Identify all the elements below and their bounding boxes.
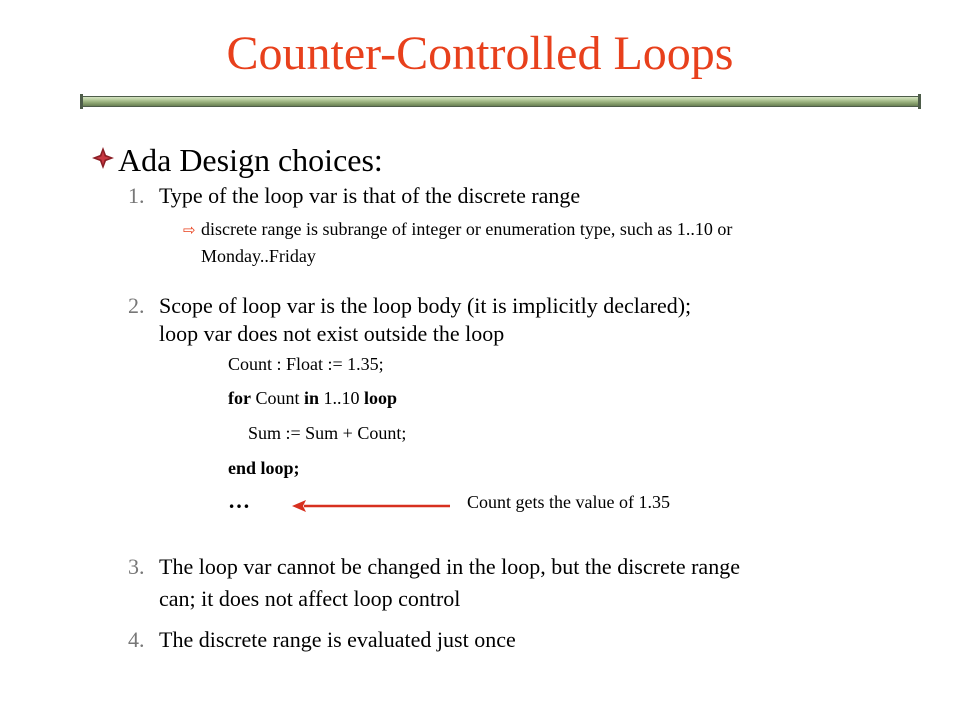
list-item-2-line2: loop var does not exist outside the loop	[159, 321, 505, 346]
list-item-1-text: Type of the loop var is that of the discrete range	[159, 183, 581, 208]
main-bullet-text: Ada Design choices:	[118, 142, 383, 178]
list-item-4-text: The discrete range is evaluated just once	[159, 627, 516, 652]
code-line-4	[228, 456, 300, 480]
list-item-3-number: 3.	[128, 554, 145, 579]
code-line-2	[228, 386, 397, 410]
sub-bullet-discrete-range	[183, 216, 732, 244]
list-item-2-line1: Scope of loop var is the loop body (it is implicitly declared);	[159, 293, 692, 318]
list-item-1-number: 1.	[128, 183, 145, 208]
title-divider-bar	[82, 96, 920, 107]
list-item-4-number: 4.	[128, 627, 145, 652]
sub-bullet-line1: discrete range is subrange of integer or enumeration type, such as 1..10 or	[201, 219, 733, 239]
list-item-2-number: 2.	[128, 293, 145, 318]
list-item-1	[128, 180, 580, 211]
main-bullet	[92, 140, 383, 180]
annotation-arrow-icon	[290, 496, 452, 516]
code-range: 1..10	[319, 388, 365, 408]
list-item-4	[128, 624, 516, 655]
code-keyword-loop: loop	[364, 388, 398, 408]
code-loop-var: Count	[250, 388, 304, 408]
code-keyword-in: in	[304, 388, 320, 408]
list-item-3-line1: The loop var cannot be changed in the loop, but the discrete range	[159, 554, 740, 579]
code-keyword-for: for	[228, 388, 251, 408]
list-item-3-line2: can; it does not affect loop control	[159, 586, 461, 611]
code-ellipsis: …	[228, 488, 250, 513]
slide-title: Counter-Controlled Loops	[226, 27, 734, 80]
list-item-2	[128, 290, 691, 321]
code-end-loop: end loop;	[228, 458, 300, 478]
title-rule-right-cap	[918, 94, 921, 109]
code-line-1: Count : Float := 1.35;	[228, 354, 384, 374]
annotation-text: Count gets the value of 1.35	[467, 492, 670, 512]
list-item-3	[128, 551, 740, 582]
hollow-right-arrow-icon: ⇨	[183, 221, 196, 239]
diamond-bullet-icon	[92, 147, 114, 169]
code-line-3: Sum := Sum + Count;	[248, 423, 407, 443]
sub-bullet-line2: Monday..Friday	[201, 246, 316, 266]
